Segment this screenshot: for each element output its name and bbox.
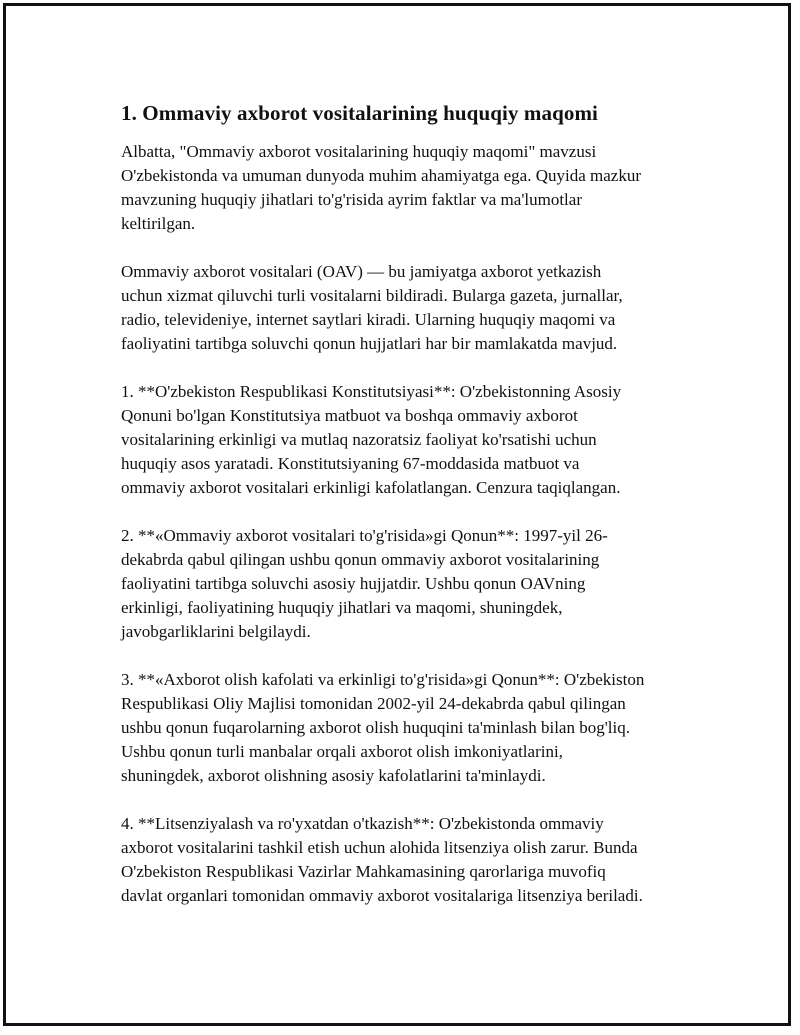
document-page: [3, 3, 791, 1026]
paragraph-definition: Ommaviy axborot vositalari (OAV) — bu jamiyatga axborot yetkazish uchun xizmat qiluvchi turli vositalarni bildiradi. Bularga gazeta, jurnallar, radio, televideniye, internet saytlari kiradi. Ularning huquqiy maqomi va faoliyatini tartibga soluvchi qonun hujjatlari har bir mamlakatda mavjud.: [121, 262, 623, 353]
list-item-information-law: 3. **«Axborot olish kafolati va erkinligi to'g'risida»gi Qonun**: O'zbekiston Respublikasi Oliy Majlisi tomonidan 2002-yil 24-dekabrda qabul qilingan ushbu qonun fuqarolarning axborot olish huquqini ta'minlash bilan bog'liq. Ushbu qonun turli manbalar orqali axborot olish imkoniyatlarini, shuningdek, axborot olishning asosiy kafolatlarini ta'minlaydi.: [121, 670, 645, 785]
document-title: 1. Ommaviy axborot vositalarining huquqiy maqomi: [121, 101, 598, 125]
paragraph-intro: Albatta, "Ommaviy axborot vositalarining huquqiy maqomi" mavzusi O'zbekistonda va umuman dunyoda muhim ahamiyatga ega. Quyida mazkur mavzuning huquqiy jihatlari to'g'risida ayrim faktlar va ma'lumotlar keltirilgan.: [121, 142, 642, 233]
document-content: [121, 98, 696, 932]
list-item-licensing: 4. **Litsenziyalash va ro'yxatdan o'tkazish**: O'zbekistonda ommaviy axborot vositalarini tashkil etish uchun alohida litsenziya olish zarur. Bunda O'zbekiston Respublikasi Vazirlar Mahkamasining qarorlariga muvofiq davlat organlari tomonidan ommaviy axborot vositalariga litsenziya beriladi.: [121, 814, 643, 905]
list-item-media-law: 2. **«Ommaviy axborot vositalari to'g'risida»gi Qonun**: 1997-yil 26- dekabrda qabul qilingan ushbu qonun ommaviy axborot vositalarining faoliyatini tartibga soluvchi asosiy hujjatdir. Ushbu qonun OAVning erkinligi, faoliyatining huquqiy jihatlari va maqomi, shuningdek, javobgarliklarini belgilaydi.: [121, 526, 608, 641]
list-item-constitution: 1. **O'zbekiston Respublikasi Konstitutsiyasi**: O'zbekistonning Asosiy Qonuni bo'lgan Konstitutsiya matbuot va boshqa ommaviy axborot vositalarining erkinligi va mutlaq nazoratsiz faoliyat ko'rsatishi uchun huquqiy asos yaratadi. Konstitutsiyaning 67-moddasida matbuot va ommaviy axborot vositalari erkinligi kafolatlangan. Cenzura taqiqlangan.: [121, 382, 622, 497]
